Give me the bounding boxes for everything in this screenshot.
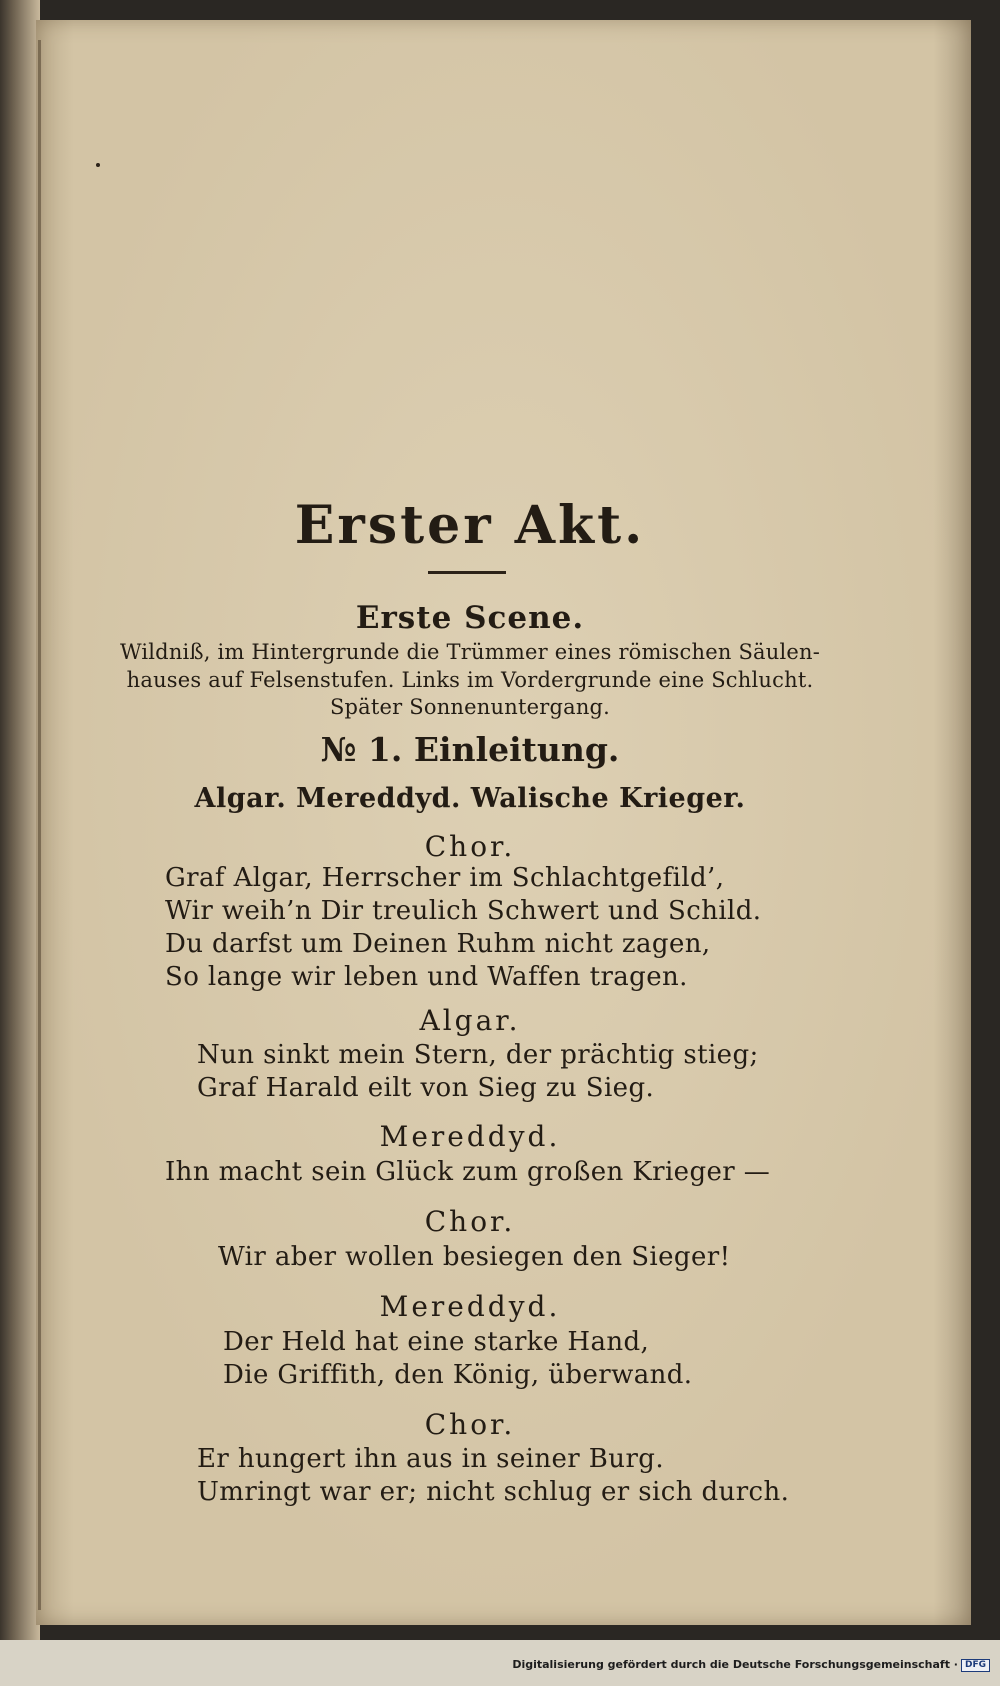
setting-line: Wildniß, im Hintergrunde die Trümmer eines römischen Säulen-	[119, 640, 821, 664]
verse-line: Der Held hat eine starke Hand,	[223, 1327, 650, 1357]
act-title: Erster Akt.	[294, 495, 646, 556]
speaker-name: Chor.	[424, 1408, 516, 1441]
verse-line: So lange wir leben und Waffen tragen.	[165, 962, 688, 992]
persons-list: Algar. Mereddyd. Walische Krieger.	[194, 783, 746, 814]
scene-title: Erste Scene.	[355, 600, 585, 636]
verse-line: Graf Algar, Herrscher im Schlachtgefild’,	[165, 863, 725, 893]
speaker-name: Mereddyd.	[379, 1290, 561, 1323]
verse-line: Wir aber wollen besiegen den Sieger!	[218, 1242, 731, 1272]
speaker-name: Chor.	[424, 830, 516, 863]
speaker-name: Algar.	[419, 1004, 521, 1037]
speaker-name: Mereddyd.	[379, 1120, 561, 1153]
verse-line: Graf Harald eilt von Sieg zu Sieg.	[197, 1073, 655, 1103]
verse-line: Wir weih’n Dir treulich Schwert und Schild.	[165, 896, 762, 926]
credit-text: Digitalisierung gefördert durch die Deutsche Forschungsgemeinschaft ·	[512, 1658, 958, 1671]
verse-line: Umringt war er; nicht schlug er sich durch.	[197, 1477, 790, 1507]
setting-line: hauses auf Felsenstufen. Links im Vordergrunde eine Schlucht.	[126, 668, 814, 692]
digitization-credit	[512, 1658, 990, 1672]
verse-line: Du darfst um Deinen Ruhm nicht zagen,	[165, 929, 711, 959]
dfg-logo: DFG	[961, 1659, 990, 1672]
verse-line: Er hungert ihn aus in seiner Burg.	[197, 1444, 664, 1474]
verse-line: Ihn macht sein Glück zum großen Krieger —	[165, 1157, 771, 1187]
title-rule	[428, 571, 506, 574]
verse-line: Nun sinkt mein Stern, der prächtig stieg;	[197, 1040, 759, 1070]
verse-line: Die Griffith, den König, überwand.	[223, 1360, 693, 1390]
number-heading: № 1. Einleitung.	[320, 730, 620, 769]
speaker-name: Chor.	[424, 1205, 516, 1238]
setting-line: Später Sonnenuntergang.	[329, 695, 611, 719]
